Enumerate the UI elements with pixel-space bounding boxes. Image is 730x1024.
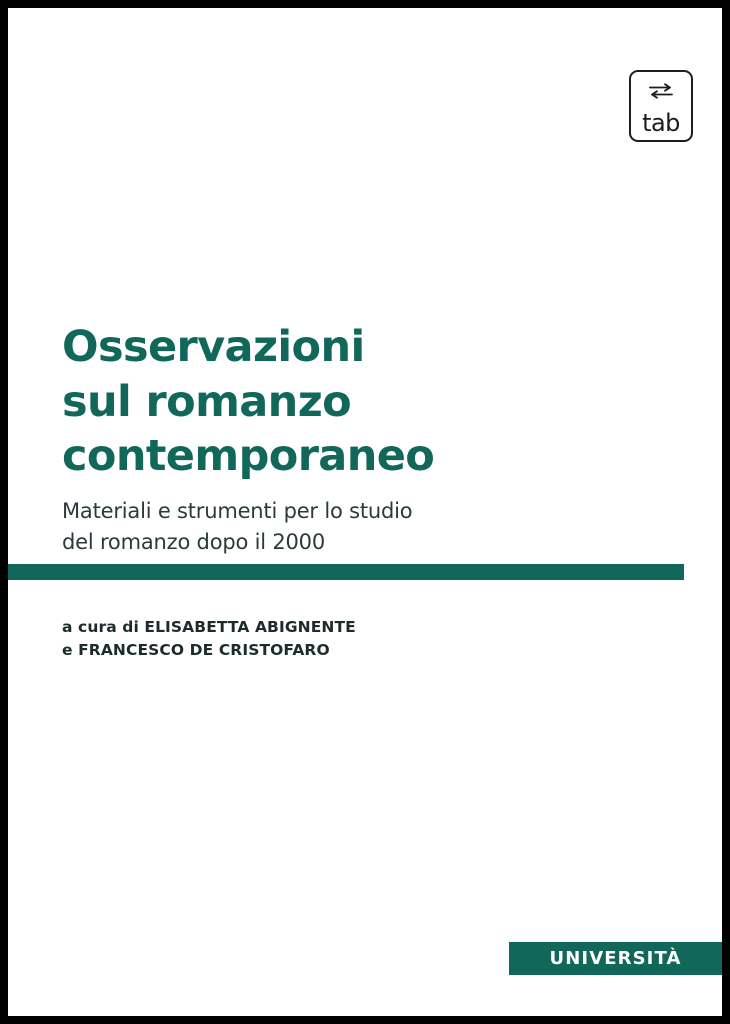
double-arrow-icon	[648, 83, 674, 99]
publisher-logo	[629, 70, 693, 142]
editors-line-2: e FRANCESCO DE CRISTOFARO	[62, 641, 330, 660]
series-badge	[509, 942, 722, 975]
page-subtitle	[62, 496, 662, 559]
title-line-2: sul romanzo	[62, 376, 352, 427]
accent-divider	[8, 564, 684, 580]
logo-wordmark: tab	[642, 109, 680, 137]
editors-line-1: a cura di ELISABETTA ABIGNENTE	[62, 618, 356, 636]
series-label: UNIVERSITÀ	[549, 948, 682, 969]
subtitle-line-1: Materiali e strumenti per lo studio	[62, 498, 413, 523]
title-line-3: contemporaneo	[62, 431, 435, 482]
page-title	[62, 320, 662, 484]
book-cover-page	[8, 8, 722, 1016]
subtitle-line-2: del romanzo dopo il 2000	[62, 530, 325, 555]
editors-credit	[62, 616, 662, 663]
title-block	[62, 320, 662, 559]
title-line-1: Osservazioni	[62, 322, 365, 372]
